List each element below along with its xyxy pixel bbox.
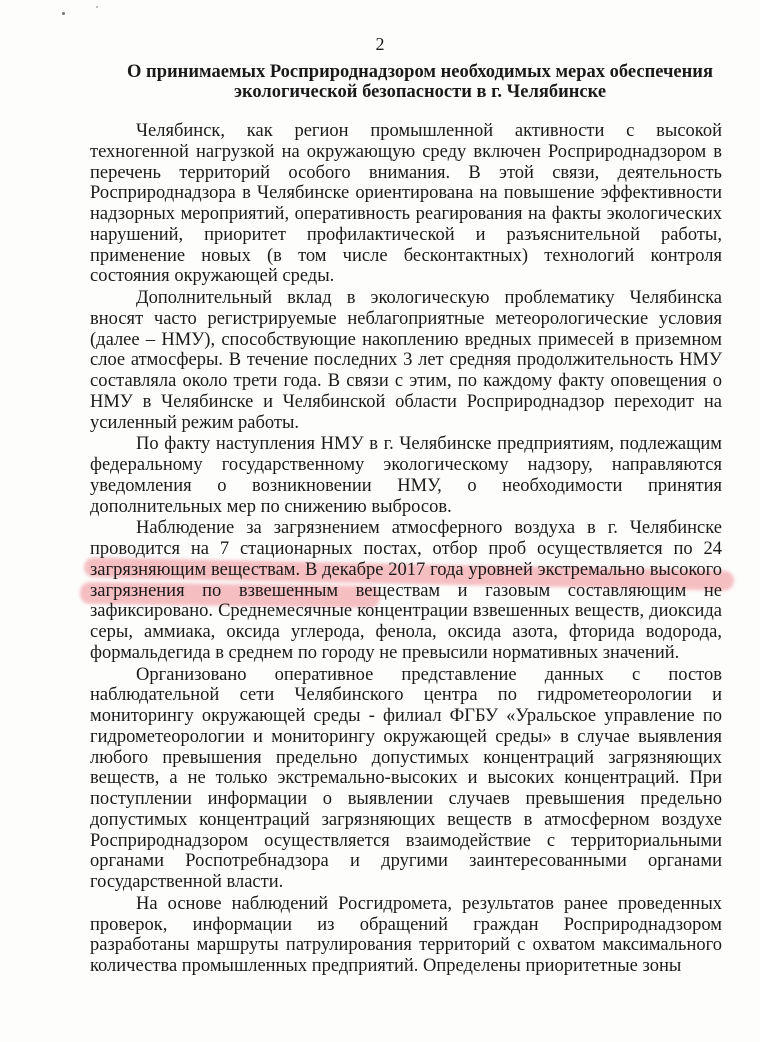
title-line-1: О принимаемых Росприроднадзором необходимых мерах обеспечения [127,62,713,82]
paragraph: Челябинск, как регион промышленной активности с высокой техногенной нагрузкой на окружающую среду включен Росприроднадзором в перечень территорий особого внимания. В этой связи, деятельность Росприроднадзора в Челябинске ориентирована на повышение эффективности надзорных мероприятий, оперативность реагирования на факты экологических нарушений, приоритет профилактической и разъяснительной работы, применение новых (в том числе бесконтактных) технологий контроля состояния окружающей среды. [90,121,722,287]
scan-speck [96,6,98,8]
document-title [100,62,740,102]
paragraph: Наблюдение за загрязнением атмосферного воздуха в г. Челябинске проводится на 7 стационарных постах, отбор проб осуществляется по 24 загрязняющим веществам. В декабре 2017 года уровней экстремально высокого загрязнения по взвешенным веществам и газовым составляющим не зафиксировано. Среднемесячные концентрации взвешенных веществ, диоксида серы, аммиака, оксида углерода, фенола, оксида азота, фторида водорода, формальдегида в среднем по городу не превысили нормативных значений. [90,518,722,663]
page-number: 2 [375,34,385,54]
paragraph: На основе наблюдений Росгидромета, результатов ранее проведенных проверок, информации из обращений граждан Росприроднадзором разработаны маршруты патрулирования территорий с охватом максимального количества промышленных предприятий. Определены приоритетные зоны [90,893,722,976]
paragraph: Организовано оперативное представление данных с постов наблюдательной сети Челябинского центра по гидрометеорологии и мониторингу окружающей среды - филиал ФГБУ «Уральское управление по гидрометеорологии и мониторингу окружающей среды» в случае выявления любого превышения предельно допустимых концентраций загрязняющих веществ, а не только экстремально-высоких и высоких концентраций. При поступлении информации о выявлении случаев превышения предельно допустимых концентраций загрязняющих веществ в атмосферном воздухе Росприроднадзором осуществляется взаимодействие с территориальными органами Роспотребнадзора и другими заинтересованными органами государственной власти. [90,664,722,892]
title-line-2: экологической безопасности в г. Челябинске [233,82,607,102]
scan-speck [62,12,65,15]
document-body [90,121,722,978]
paragraph: Дополнительный вклад в экологическую проблематику Челябинска вносят часто регистрируемые неблагоприятные метеорологические условия (далее – НМУ), способствующие накоплению вредных примесей в приземном слое атмосферы. В течение последних 3 лет средняя продолжительность НМУ составляла около трети года. В связи с этим, по каждому факту оповещения о НМУ в Челябинске и Челябинской области Росприроднадзор переходит на усиленный режим работы. [90,288,722,433]
paragraph: По факту наступления НМУ в г. Челябинске предприятиям, подлежащим федеральному государственному экологическому надзору, направляются уведомления о возникновении НМУ, о необходимости принятия дополнительных мер по снижению выбросов. [90,434,722,517]
